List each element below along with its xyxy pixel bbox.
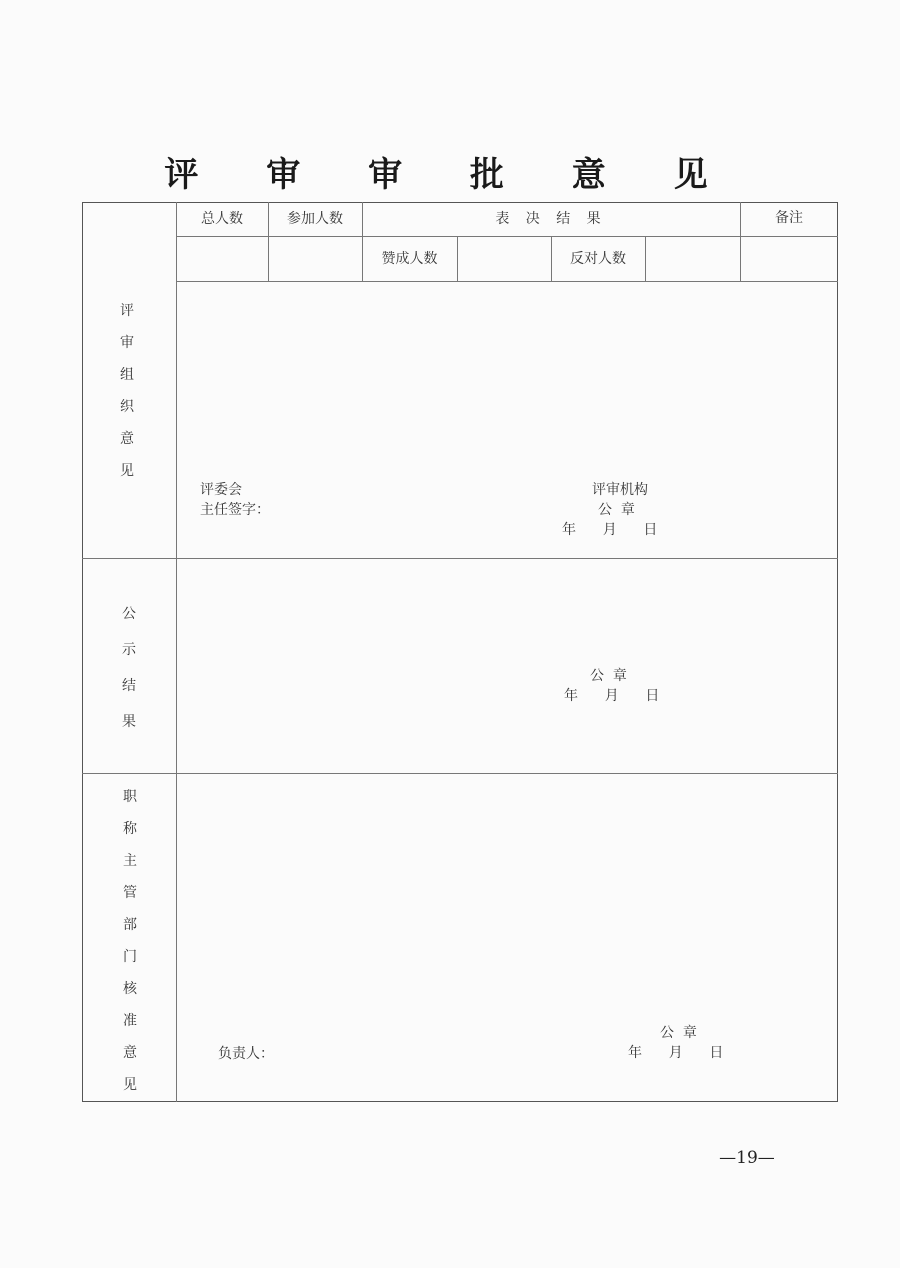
label-char: 主 [123, 853, 137, 869]
label-char: 见 [120, 463, 134, 479]
review-org-label: 评审机构 [592, 482, 648, 498]
responsible-person-label: 负责人： [218, 1046, 274, 1062]
header-vote-result: 表 决 结 果 [495, 211, 607, 227]
section-label-review-opinion [112, 300, 142, 492]
label-char: 部 [123, 917, 137, 933]
label-column-divider [176, 202, 177, 1102]
header-row-divider [176, 236, 838, 237]
page-title: 评 审 审 批 意 见 [164, 155, 736, 195]
label-char: 意 [120, 431, 134, 447]
official-seal-label: 公 章 [590, 668, 627, 684]
section-divider [82, 558, 838, 559]
date-line: 年 月 日 [562, 522, 658, 538]
chairman-signature-label: 主任签字： [200, 502, 270, 518]
label-char: 门 [123, 949, 137, 965]
header-divider [645, 236, 646, 281]
label-char: 结 [122, 678, 136, 694]
label-char: 审 [120, 335, 134, 351]
section-label-authority-approval [115, 786, 145, 1106]
label-char: 织 [120, 399, 134, 415]
section-divider [82, 773, 838, 774]
header-oppose-count: 反对人数 [570, 251, 626, 267]
label-char: 公 [122, 606, 136, 622]
header-remark: 备注 [775, 210, 803, 226]
date-line: 年 月 日 [628, 1045, 724, 1061]
committee-label: 评委会 [200, 482, 242, 498]
label-char: 见 [123, 1077, 137, 1093]
header-divider [457, 236, 458, 281]
form-table [82, 202, 838, 1102]
label-char: 示 [122, 642, 136, 658]
label-char: 职 [123, 789, 137, 805]
label-char: 评 [120, 303, 134, 319]
label-char: 组 [120, 367, 134, 383]
label-char: 果 [122, 714, 136, 730]
label-char: 管 [123, 885, 137, 901]
section-label-publicity-result [114, 603, 144, 747]
label-char: 准 [123, 1013, 137, 1029]
label-char: 称 [123, 821, 137, 837]
header-bottom-line [176, 281, 838, 282]
label-char: 意 [123, 1045, 137, 1061]
header-approve-count: 赞成人数 [381, 251, 438, 267]
date-line: 年 月 日 [564, 688, 660, 704]
official-seal-label: 公 章 [660, 1025, 697, 1041]
header-total-count: 总人数 [201, 211, 243, 227]
header-participant-count: 参加人数 [287, 211, 343, 227]
label-char: 核 [123, 981, 137, 997]
page-number: —19— [719, 1148, 775, 1168]
official-seal-label: 公 章 [598, 502, 635, 518]
